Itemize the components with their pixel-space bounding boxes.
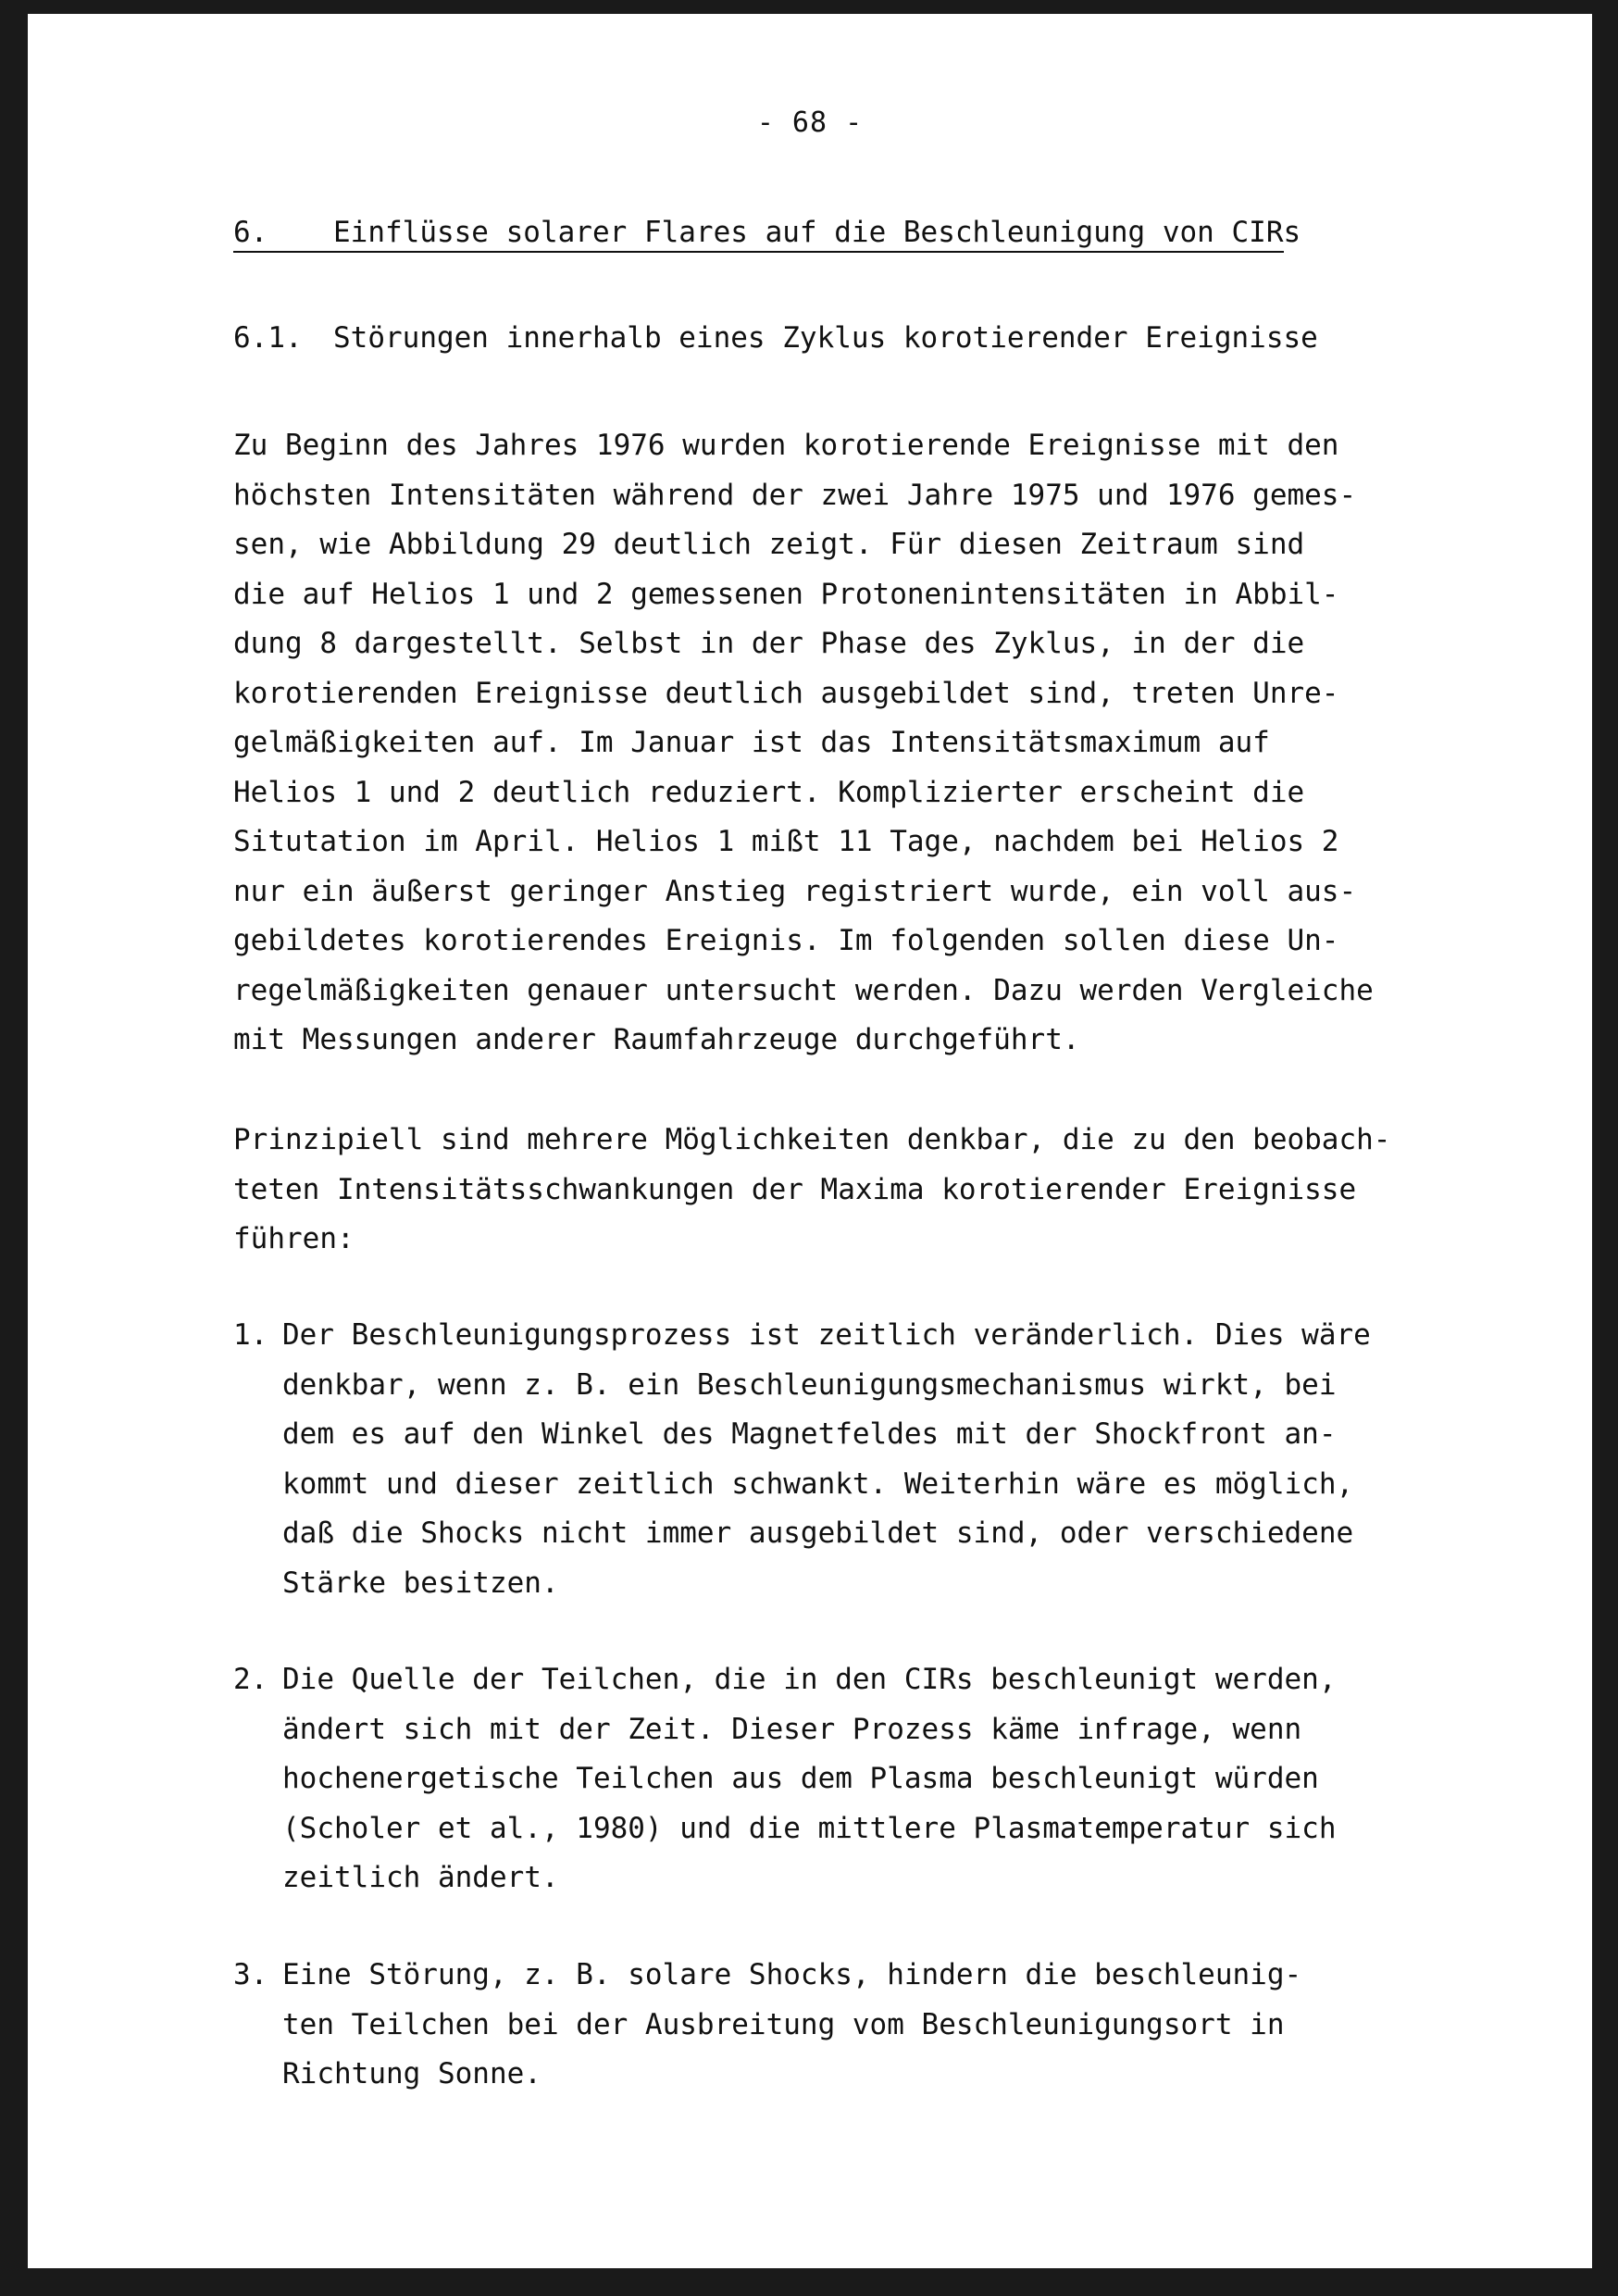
text-line: teten Intensitätsschwankungen der Maxima korotierender Ereignisse bbox=[233, 1172, 1357, 1206]
list-marker: 1. bbox=[233, 1318, 268, 1352]
text-line: Stärke besitzen. bbox=[282, 1566, 559, 1600]
document-page bbox=[28, 14, 1592, 2268]
list-marker: 2. bbox=[233, 1663, 268, 1696]
section-title: Störungen innerhalb eines Zyklus korotierender Ereignisse bbox=[333, 321, 1318, 355]
page-number: - 68 - bbox=[756, 106, 864, 139]
text-line: zeitlich ändert. bbox=[282, 1861, 559, 1894]
text-line: Zu Beginn des Jahres 1976 wurden korotierende Ereignisse mit den bbox=[233, 429, 1339, 462]
text-line: Situtation im April. Helios 1 mißt 11 Tage, nachdem bei Helios 2 bbox=[233, 825, 1339, 858]
text-line: höchsten Intensitäten während der zwei Jahre 1975 und 1976 gemes- bbox=[233, 478, 1357, 512]
text-line: gelmäßigkeiten auf. Im Januar ist das Intensitätsmaximum auf bbox=[233, 726, 1270, 759]
text-line: führen: bbox=[233, 1222, 355, 1255]
section-heading bbox=[233, 321, 1318, 355]
text-line: ten Teilchen bei der Ausbreitung vom Beschleunigungsort in bbox=[282, 2007, 1285, 2041]
text-line: hochenergetische Teilchen aus dem Plasma beschleunigt würden bbox=[282, 1762, 1319, 1795]
text-line: denkbar, wenn z. B. ein Beschleunigungsmechanismus wirkt, bei bbox=[282, 1367, 1337, 1402]
text-line: regelmäßigkeiten genauer untersucht werden. Dazu werden Vergleiche bbox=[233, 973, 1374, 1007]
chapter-heading bbox=[233, 216, 1301, 253]
paragraph-intro bbox=[233, 421, 1381, 1066]
chapter-title: Einflüsse solarer Flares auf die Beschleunigung von CIRs bbox=[333, 216, 1301, 249]
text-line: dung 8 dargestellt. Selbst in der Phase des Zyklus, in der die bbox=[233, 627, 1305, 660]
text-line: ändert sich mit der Zeit. Dieser Prozess käme infrage, wenn bbox=[282, 1712, 1302, 1746]
list-item-text bbox=[282, 1311, 1371, 1608]
text-line: nur ein äußerst geringer Anstieg registriert wurde, ein voll aus- bbox=[233, 874, 1357, 908]
list-item-text bbox=[282, 1951, 1301, 2100]
chapter-number: 6. bbox=[233, 216, 268, 249]
text-line: (Scholer et al., 1980) und die mittlere Plasmatemperatur sich bbox=[282, 1811, 1337, 1845]
text-line: sen, wie Abbildung 29 deutlich zeigt. Für diesen Zeitraum sind bbox=[233, 528, 1305, 561]
text-line: kommt und dieser zeitlich schwankt. Weiterhin wäre es möglich, bbox=[282, 1466, 1354, 1501]
text-line: Richtung Sonne. bbox=[282, 2057, 541, 2090]
list-marker: 3. bbox=[233, 1958, 268, 1991]
text-line: Helios 1 und 2 deutlich reduziert. Komplizierter erscheint die bbox=[233, 775, 1305, 809]
text-line: Prinzipiell sind mehrere Möglichkeiten denkbar, die zu den beobach- bbox=[233, 1123, 1391, 1156]
text-line: mit Messungen anderer Raumfahrzeuge durchgeführt. bbox=[233, 1023, 1080, 1056]
text-line: dem es auf den Winkel des Magnetfeldes mit der Shockfront an- bbox=[282, 1417, 1337, 1451]
text-line: daß die Shocks nicht immer ausgebildet sind, oder verschiedene bbox=[282, 1516, 1354, 1550]
text-line: gebildetes korotierendes Ereignis. Im folgenden sollen diese Un- bbox=[233, 924, 1339, 957]
text-line: Der Beschleunigungsprozess ist zeitlich veränderlich. Dies wäre bbox=[282, 1318, 1371, 1352]
section-number: 6.1. bbox=[233, 321, 303, 355]
text-line: Die Quelle der Teilchen, die in den CIRs beschleunigt werden, bbox=[282, 1663, 1337, 1696]
text-line: Eine Störung, z. B. solare Shocks, hindern die beschleunig- bbox=[282, 1958, 1302, 1991]
list-item-text bbox=[282, 1655, 1336, 1903]
text-line: die auf Helios 1 und 2 gemessenen Protonenintensitäten in Abbil- bbox=[233, 577, 1339, 611]
paragraph-possibilities bbox=[233, 1116, 1391, 1265]
text-line: korotierenden Ereignisse deutlich ausgebildet sind, treten Unre- bbox=[233, 676, 1339, 710]
